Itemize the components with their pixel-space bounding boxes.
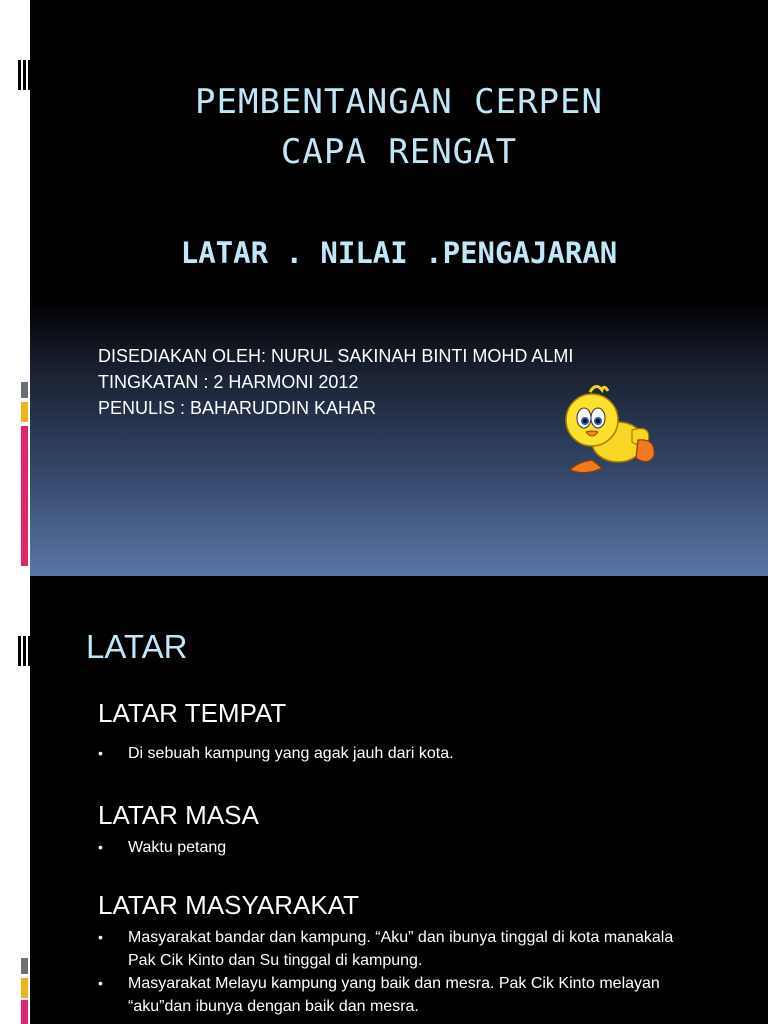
- bullet-list-masyarakat: [98, 926, 688, 1018]
- section-heading-tempat: LATAR TEMPAT: [98, 698, 287, 728]
- title-slide: [30, 0, 768, 576]
- bullet-list-masa: [98, 836, 688, 859]
- section-heading-masa: LATAR MASA: [98, 800, 259, 830]
- slide-subtitle: LATAR . NILAI .PENGAJARAN: [180, 236, 618, 270]
- page-margin: [0, 0, 30, 1024]
- list-item: • Di sebuah kampung yang agak jauh dari kota.: [98, 742, 688, 765]
- accent-tab-gray: [21, 382, 28, 398]
- accent-tab-pink: [21, 1000, 28, 1024]
- slide-title: LATAR: [86, 628, 188, 665]
- accent-tab-yellow: [21, 978, 28, 998]
- slide-title-line-1: PEMBENTANGAN CERPEN: [195, 82, 603, 122]
- list-item: • Waktu petang: [98, 836, 688, 859]
- slide-marker-icon: [18, 60, 30, 90]
- section-heading-masyarakat: LATAR MASYARAKAT: [98, 890, 360, 920]
- credit-class: TINGKATAN : 2 HARMONI 2012: [98, 372, 359, 392]
- bullet-list-tempat: [98, 742, 688, 765]
- credit-prepared-by: DISEDIAKAN OLEH: NURUL SAKINAH BINTI MOHD ALMI: [98, 346, 574, 366]
- list-item: • Masyarakat bandar dan kampung. “Aku” dan ibunya tinggal di kota manakala Pak Cik Kinto dan Su tinggal di kampung.: [98, 926, 688, 972]
- accent-tab-yellow: [21, 402, 28, 422]
- slide-marker-icon: [18, 636, 30, 666]
- credits-block: [98, 343, 573, 421]
- tweety-bird-icon: [552, 384, 664, 482]
- content-slide: [30, 576, 768, 1024]
- list-item: • Masyarakat Melayu kampung yang baik dan mesra. Pak Cik Kinto melayan “aku”dan ibunya dengan baik dan mesra.: [98, 972, 688, 1018]
- accent-tab-pink: [21, 426, 28, 566]
- accent-tab-gray: [21, 958, 28, 974]
- slide-title-line-2: CAPA RENGAT: [280, 132, 518, 172]
- credit-author: PENULIS : BAHARUDDIN KAHAR: [98, 398, 377, 418]
